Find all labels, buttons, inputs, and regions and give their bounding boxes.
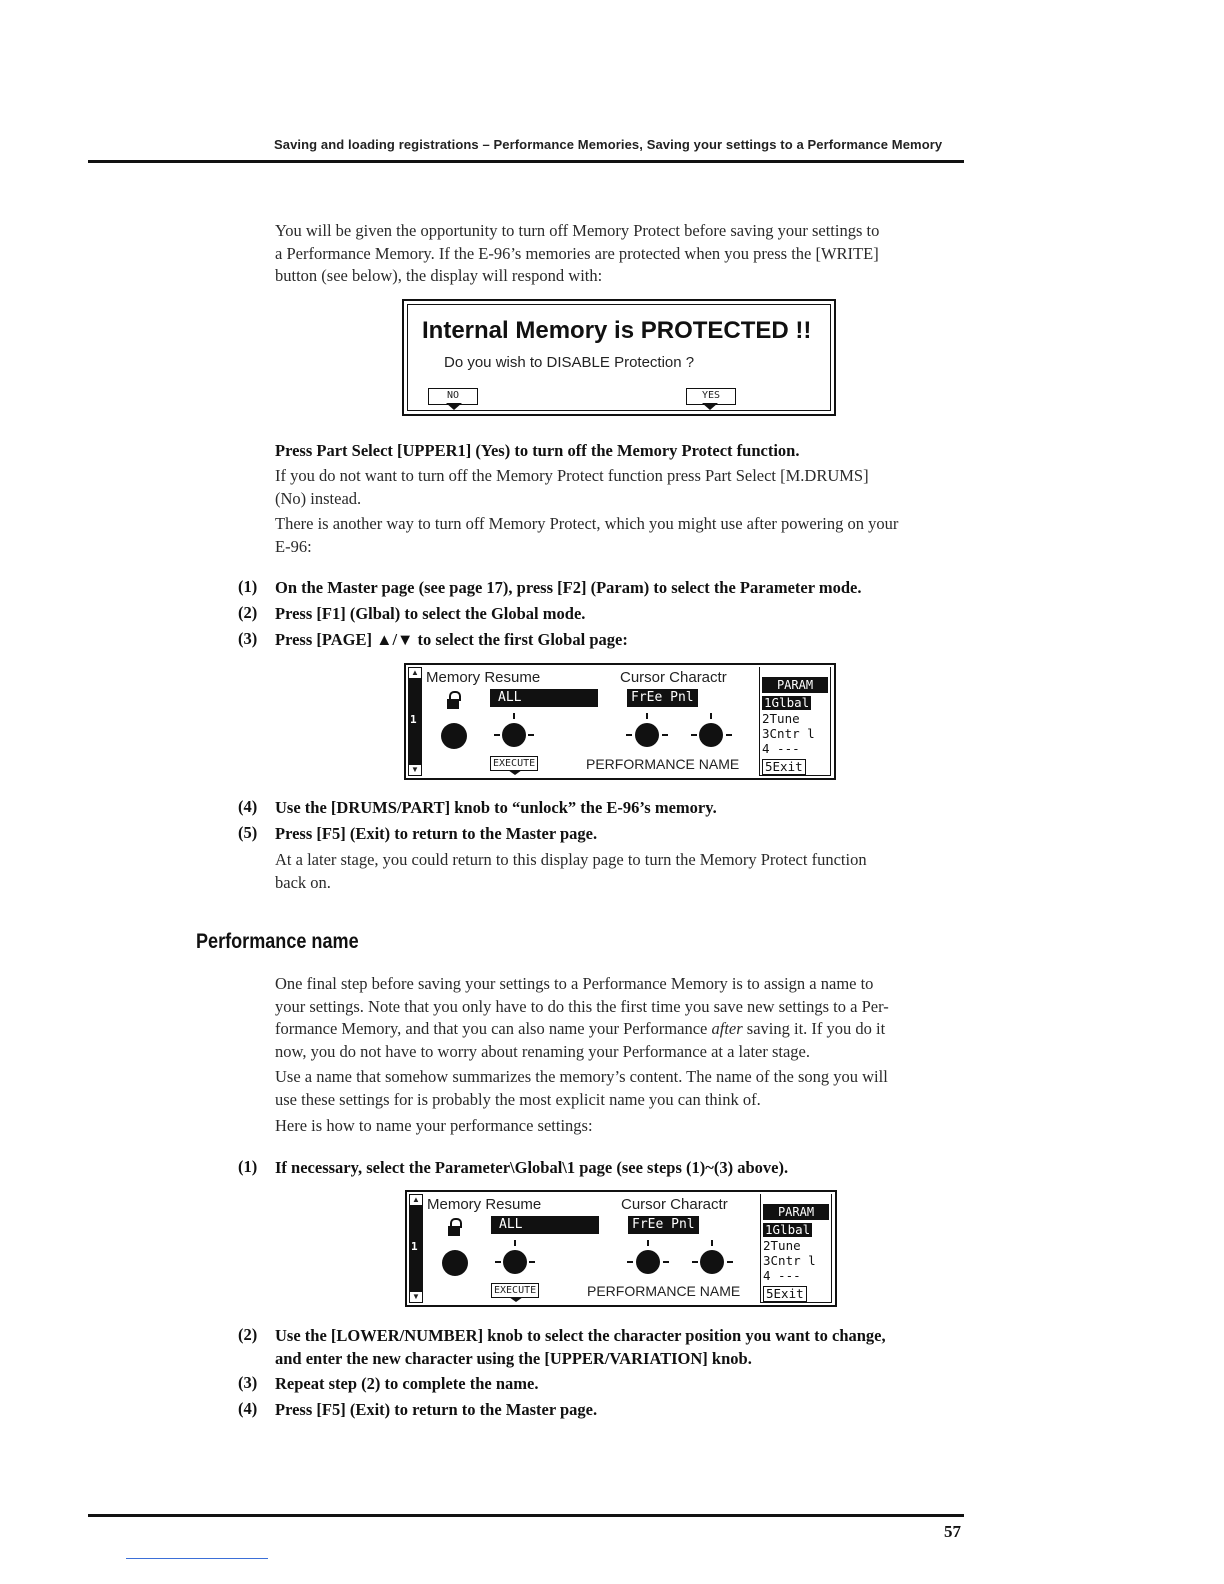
step-text: Use the [DRUMS/PART] knob to “unlock” the E-96’s memory. xyxy=(275,798,717,817)
knob-tick xyxy=(710,713,712,719)
page-number: 57 xyxy=(944,1522,961,1541)
knob-icon xyxy=(502,723,526,747)
menu-item-cntrl[interactable]: 3Cntr l xyxy=(762,726,815,741)
menu-item-glbal[interactable]: 1Glbal xyxy=(764,695,810,710)
step-number: (2) xyxy=(238,1325,258,1344)
performance-name-label[interactable]: PERFORMANCE NAME xyxy=(587,1283,741,1299)
menu-item-empty[interactable]: 4 --- xyxy=(762,741,800,756)
step-number: (2) xyxy=(238,603,258,622)
scroll-up-icon[interactable]: ▲ xyxy=(409,1194,423,1206)
knob-icon xyxy=(636,1250,660,1274)
later-paragraph xyxy=(275,849,867,894)
knob-tick xyxy=(513,713,515,719)
paragraph-line: Use a name that somehow summarizes the memory’s content. The name of the song you will xyxy=(275,1067,888,1086)
section-paragraph-1 xyxy=(275,973,889,1063)
step-text xyxy=(275,1325,886,1370)
memory-resume-value[interactable]: ALL xyxy=(490,689,598,707)
param-menu xyxy=(759,667,831,776)
knob-tick xyxy=(646,713,648,719)
step-number: (4) xyxy=(238,797,258,816)
paragraph-line: back on. xyxy=(275,872,331,892)
memory-resume-value[interactable]: ALL xyxy=(491,1216,599,1234)
page-scrollbar[interactable] xyxy=(408,667,422,776)
footer-link-line xyxy=(126,1558,268,1559)
scroll-down-icon[interactable]: ▼ xyxy=(409,1291,423,1303)
knob-tick xyxy=(692,1261,698,1263)
lock-icon-body xyxy=(447,699,459,709)
knob-tick xyxy=(662,734,668,736)
paragraph-line: (No) instead. xyxy=(275,488,362,508)
execute-pointer-icon xyxy=(507,1297,525,1303)
knob-icon xyxy=(635,723,659,747)
knob-tick xyxy=(663,1261,669,1263)
step-number: (4) xyxy=(238,1399,258,1418)
knob-tick xyxy=(528,734,534,736)
intro-line: You will be given the opportunity to turn off Memory Protect before saving your settings to xyxy=(275,221,880,240)
knob-tick xyxy=(514,1240,516,1246)
intro-line: button (see below), the display will respond with: xyxy=(275,266,603,285)
menu-item-glbal[interactable]: 1Glbal xyxy=(765,1222,811,1237)
knob-tick xyxy=(529,1261,535,1263)
lcd-protect-display xyxy=(402,299,836,416)
footer-rule xyxy=(88,1514,964,1517)
knob-icon xyxy=(700,1250,724,1274)
step-text: Press [F5] (Exit) to return to the Master page. xyxy=(275,824,598,843)
step-text: Press [F5] (Exit) to return to the Master page. xyxy=(275,1400,598,1419)
protect-paragraph-1 xyxy=(275,465,869,510)
italic-emphasis: after xyxy=(711,1019,743,1038)
knob-tick xyxy=(494,734,500,736)
knob-tick xyxy=(727,1261,733,1263)
no-pointer-icon xyxy=(444,403,464,411)
execute-button[interactable]: EXECUTE xyxy=(490,756,538,771)
lock-icon-body xyxy=(448,1226,460,1236)
knob-tick xyxy=(495,1261,501,1263)
step-number: (3) xyxy=(238,1373,258,1392)
memory-resume-label: Memory Resume xyxy=(426,669,541,686)
menu-item-exit[interactable]: 5Exit xyxy=(762,759,806,775)
menu-item-tune[interactable]: 2Tune xyxy=(763,1238,801,1253)
step-text: Press [PAGE] ▲/▼ to select the first Global page: xyxy=(275,630,628,649)
param-menu-header: PARAM xyxy=(763,1204,829,1220)
text-span: formance Memory, and that you can also name your Performance xyxy=(275,1019,712,1038)
scroll-up-icon[interactable]: ▲ xyxy=(408,667,422,679)
step-text: Repeat step (2) to complete the name. xyxy=(275,1374,539,1393)
paragraph-line: use these settings for is probably the most explicit name you can think of. xyxy=(275,1089,761,1109)
intro-paragraph xyxy=(275,220,879,288)
intro-line: a Performance Memory. If the E-96’s memories are protected when you press the [WRITE] xyxy=(275,243,879,263)
scroll-down-icon[interactable]: ▼ xyxy=(408,764,422,776)
param-menu-header: PARAM xyxy=(762,677,828,693)
param-menu xyxy=(760,1194,832,1303)
menu-item-exit[interactable]: 5Exit xyxy=(763,1286,807,1302)
step-number: (1) xyxy=(238,577,258,596)
lcd-protect-title: Internal Memory is PROTECTED !! xyxy=(422,317,812,344)
step-text: Press [F1] (Glbal) to select the Global mode. xyxy=(275,604,586,623)
lcd-protect-question: Do you wish to DISABLE Protection ? xyxy=(444,354,695,371)
paragraph-line: your settings. Note that you only have to do this the first time you save new settings to a Per- xyxy=(275,996,889,1016)
paragraph-line: There is another way to turn off Memory Protect, which you might use after powering on your xyxy=(275,514,899,533)
execute-button[interactable]: EXECUTE xyxy=(491,1283,539,1298)
lcd-global-display xyxy=(404,663,836,780)
memory-resume-label: Memory Resume xyxy=(427,1196,542,1213)
performance-name-label[interactable]: PERFORMANCE NAME xyxy=(586,756,740,772)
drums-part-knob-icon xyxy=(442,1250,468,1276)
paragraph-line: If you do not want to turn off the Memory Protect function press Part Select [M.DRUMS] xyxy=(275,466,869,485)
step-number: (1) xyxy=(238,1157,258,1176)
cursor-charactr-label: Cursor Charactr xyxy=(621,1196,728,1213)
paragraph-line: E-96: xyxy=(275,536,312,556)
step-number: (5) xyxy=(238,823,258,842)
cursor-charactr-label: Cursor Charactr xyxy=(620,669,727,686)
knob-tick xyxy=(647,1240,649,1246)
knob-tick xyxy=(711,1240,713,1246)
step-text: On the Master page (see page 17), press [F2] (Param) to select the Parameter mode. xyxy=(275,578,862,597)
knob-icon xyxy=(699,723,723,747)
step-number: (3) xyxy=(238,629,258,648)
text-span: saving it. If you do it xyxy=(742,1019,886,1038)
section-paragraph-2 xyxy=(275,1066,888,1111)
yes-button[interactable]: YES xyxy=(686,388,736,405)
running-head: Saving and loading registrations – Performance Memories, Saving your settings to a Performance Memory xyxy=(274,137,943,152)
page-number-indicator: 1 xyxy=(410,713,417,726)
lcd-global-display-2 xyxy=(405,1190,837,1307)
menu-item-empty[interactable]: 4 --- xyxy=(763,1268,801,1283)
cursor-charactr-value[interactable]: FrEe Pnl xyxy=(627,689,698,707)
knob-tick xyxy=(626,734,632,736)
knob-icon xyxy=(503,1250,527,1274)
knob-tick xyxy=(726,734,732,736)
drums-part-knob-icon xyxy=(441,723,467,749)
page-number-indicator: 1 xyxy=(411,1240,418,1253)
menu-item-cntrl[interactable]: 3Cntr l xyxy=(763,1253,816,1268)
protect-instruction: Press Part Select [UPPER1] (Yes) to turn off the Memory Protect function. xyxy=(275,441,800,460)
knob-tick xyxy=(627,1261,633,1263)
protect-paragraph-2 xyxy=(275,513,898,558)
knob-tick xyxy=(691,734,697,736)
paragraph-line: One final step before saving your settings to a Performance Memory is to assign a name to xyxy=(275,974,874,993)
header-rule xyxy=(88,160,964,163)
execute-pointer-icon xyxy=(506,770,524,776)
menu-item-tune[interactable]: 2Tune xyxy=(762,711,800,726)
paragraph-line: now, you do not have to worry about renaming your Performance at a later stage. xyxy=(275,1041,811,1061)
step-line: Use the [LOWER/NUMBER] knob to select the character position you want to change, xyxy=(275,1326,886,1345)
no-button[interactable]: NO xyxy=(428,388,478,405)
paragraph-line: At a later stage, you could return to this display page to turn the Memory Protect function xyxy=(275,850,867,869)
cursor-charactr-value[interactable]: FrEe Pnl xyxy=(628,1216,699,1234)
paragraph-line xyxy=(275,1018,889,1041)
section-paragraph-3: Here is how to name your performance settings: xyxy=(275,1116,593,1135)
yes-pointer-icon xyxy=(700,403,720,411)
step-text: If necessary, select the Parameter\Global\1 page (see steps (1)~(3) above). xyxy=(275,1158,789,1177)
page-scrollbar[interactable] xyxy=(409,1194,423,1303)
section-heading: Performance name xyxy=(196,930,359,953)
step-line: and enter the new character using the [UPPER/VARIATION] knob. xyxy=(275,1348,752,1368)
